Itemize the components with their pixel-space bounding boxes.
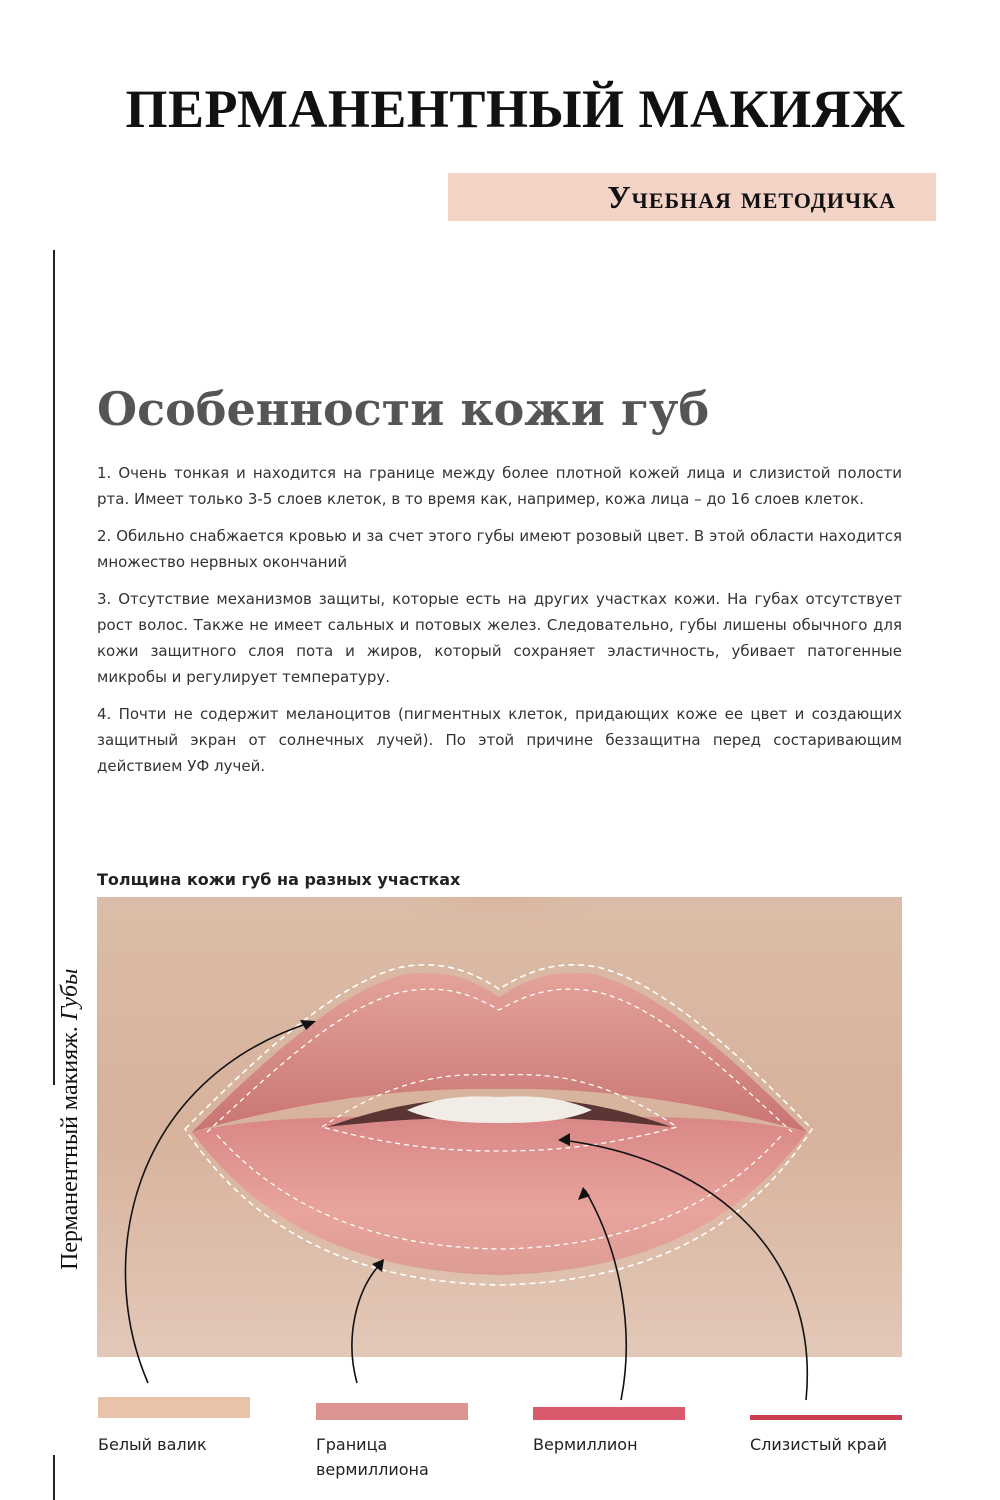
lips-photo xyxy=(97,897,902,1357)
legend-label-white-roll: Белый валик xyxy=(98,1435,207,1454)
section-heading: Особенности кожи губ xyxy=(97,382,710,436)
legend-swatch-vermilion xyxy=(533,1407,685,1420)
paragraph-3: 3. Отсутствие механизмов защиты, которые есть на других участках кожи. На губах отсутствует рост волос. Также не имеет сальных и потовых желез. Следовательно, губы лишены обычного для кожи защитного слоя пота и жиров, который сохраняет эластичность, убивает патогенные микробы и регулирует температуру. xyxy=(97,590,902,686)
paragraph-2: 2. Обильно снабжается кровью и за счет этого губы имеют розовый цвет. В этой области находится множество нервных окончаний xyxy=(97,527,902,571)
sidebar-text-main: Перманентный макияж. xyxy=(57,1026,83,1270)
legend-label-mucosa: Слизистый край xyxy=(750,1435,887,1454)
subtitle-banner xyxy=(448,173,936,221)
paragraph-4: 4. Почти не содержит меланоцитов (пигментных клеток, придающих коже ее цвет и создающих защитный экран от солнечных лучей). По этой причине беззащитна перед состаривающим действием УФ лучей. xyxy=(97,705,902,775)
sidebar-running-title xyxy=(57,969,84,1270)
figure-caption: Толщина кожи губ на разных участках xyxy=(97,870,461,889)
sidebar-text-italic: Губы xyxy=(57,968,83,1021)
legend-label-vermilion: Вермиллион xyxy=(533,1435,638,1454)
paragraph-1: 1. Очень тонкая и находится на границе между более плотной кожей лица и слизистой полости рта. Имеет только 3-5 слоев клеток, в то время как, например, кожа лица – до 16 слоев клеток. xyxy=(97,464,902,508)
subtitle-text: Учебная методичка xyxy=(607,179,896,215)
legend-swatch-mucosa xyxy=(750,1415,902,1420)
page-title: ПЕРМАНЕНТНЫЙ МАКИЯЖ xyxy=(125,79,905,139)
legend-swatch-white-roll xyxy=(98,1397,250,1418)
legend-swatch-vermilion-border xyxy=(316,1403,468,1420)
legend-label-vermilion-border: Граница вермиллиона xyxy=(316,1435,429,1479)
sidebar-rule-bottom xyxy=(53,1455,55,1500)
sidebar-rule-top xyxy=(53,250,55,1085)
lips-illustration xyxy=(97,897,902,1357)
section-body xyxy=(97,460,902,790)
